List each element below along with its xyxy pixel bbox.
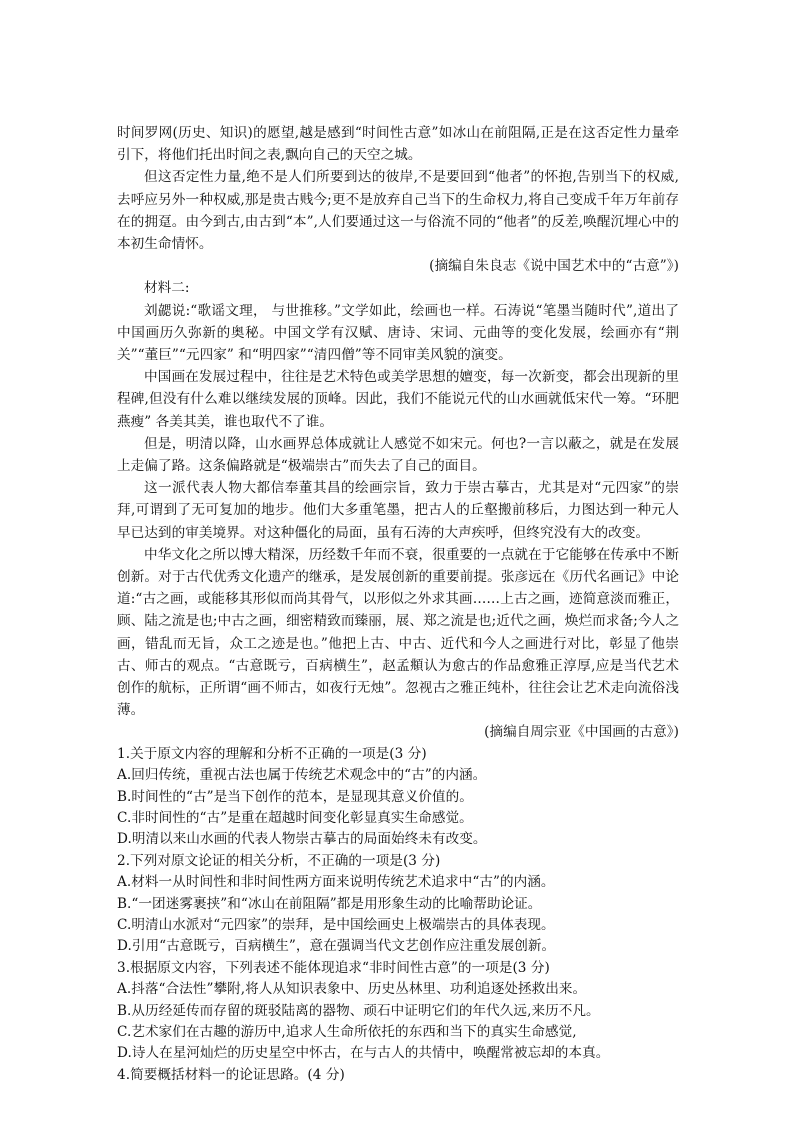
question-1-option-a: A.回归传统，重视古法也属于传统艺术观念中的“古”的内涵。 xyxy=(117,767,487,784)
document-body xyxy=(117,122,679,1086)
question-3-option-a: A.抖落“合法性”攀附,将人从知识表象中、历史丛林里、功利追逐处拯救出来。 xyxy=(117,981,587,998)
question-1-option-c: C.非时间性的“古”是重在超越时间变化彰显真实生命感觉。 xyxy=(117,809,473,826)
paragraph-m1-1: 时间罗网(历史、知识)的愿望,越是感到“时间性古意”如冰山在前阻隔,正是在这否定性力量牵引下，将他们托出时间之表,飘向自己的天空之城。 xyxy=(117,125,679,164)
paragraph-m1-2: 但这否定性力量,绝不是人们所要到达的彼岸,不是要回到“他者”的怀抱,告别当下的权威,去呼应另外一种权威,那是贵古贱今;更不是放弃自己当下的生命权力,将自己变成千年万年前存在的拥趸。由今到古,由古到“本”,人们要通过这一与俗流不同的“他者”的反差,唤醒沉埋心中的本初生命情怀。 xyxy=(117,169,679,253)
questions-section xyxy=(117,744,679,1087)
paragraph-m2-4: 这一派代表人物大都信奉董其昌的绘画宗旨，致力于崇古摹古，尤其是对“元四家”的崇拜,可谓到了无可复加的地步。他们大多重笔墨，把古人的丘壑搬前移后，力图达到一种元人早已达到的审美境界。对这种僵化的局面，虽有石涛的大声疾呼，但终究没有大的改变。 xyxy=(117,480,679,541)
question-3-option-d: D.诗人在星河灿烂的历史星空中怀古，在与古人的共情中，唤醒常被忘却的本真。 xyxy=(117,1045,610,1062)
question-1-option-d: D.明清以来山水画的代表人物崇古摹古的局面始终未有改变。 xyxy=(117,831,487,848)
paragraph-m2-2: 中国画在发展过程中，往往是艺术特色或美学思想的嬗变，每一次新变，都会出现新的里程碑,但没有什么难以继续发展的顶峰。因此，我们不能说元代的山水画就低宋代一筹。“环肥燕瘦” 各美其美，谁也取代不了谁。 xyxy=(117,369,679,430)
question-2-stem: 2.下列对原文论证的相关分析，不正确的一项是(3 分) xyxy=(117,852,441,869)
paragraph-m2-5: 中华文化之所以博大精深，历经数千年而不衰，很重要的一点就在于它能够在传承中不断创新。对于古代优秀文化遗产的继承，是发展创新的重要前提。张彦远在《历代名画记》中论道:“古之画，或能移其形似而尚其骨气，以形似之外求其画……上古之画，迹简意淡而雅正，顾、陆之流是也;中古之画，细密精致而臻丽，展、郑之流是也;近代之画，焕烂而求备;今人之画，错乱而无旨，众工之迹是也。”他把上古、中古、近代和今人之画进行对比，彰显了他崇古、师古的观点。“古意既亏，百病横生”，赵孟頫认为愈古的作品愈雅正淳厚,应是当代艺术创作的航标，正所谓“画不师古，如夜行无烛”。忽视古之雅正纯朴，往往会让艺术走向流俗浅薄。 xyxy=(117,546,679,719)
question-2-option-c: C.明清山水派对“元四家”的崇拜，是中国绘画史上极端崇古的具体表现。 xyxy=(117,916,555,933)
source-citation-1: (摘编自朱良志《说中国艺术中的“古意”》) xyxy=(429,258,679,275)
question-3-stem: 3.根据原文内容，下列表述不能体现追求“非时间性古意”的一项是(3 分) xyxy=(117,959,550,976)
question-1-option-b: B.时间性的“古”是当下创作的范本，是显现其意义价值的。 xyxy=(117,788,473,805)
paragraph-m2-3: 但是，明清以降，山水画界总体成就让人感觉不如宋元。何也?一言以蔽之，就是在发展上走偏了路。这条偏路就是“极端崇古”而失去了自己的面目。 xyxy=(117,435,679,475)
question-3-option-c: C.艺术家们在古趣的游历中,追求人生命所依托的东西和当下的真实生命感觉, xyxy=(117,1023,577,1040)
paragraph-m2-1: 刘勰说:“歌谣文理， 与世推移。”文学如此，绘画也一样。石涛说“笔墨当随时代”,道出了中国画历久弥新的奥秘。中国文学有汉赋、唐诗、宋词、元曲等的变化发展，绘画亦有“荆关”“董巨”“元四家” 和“明四家”“清四僧”等不同审美风貌的演变。 xyxy=(117,302,679,364)
question-2-option-d: D.引用“古意既亏，百病横生”，意在强调当代文艺创作应注重发展创新。 xyxy=(117,938,556,955)
question-4-stem: 4.简要概括材料一的论证思路。(4 分) xyxy=(117,1066,345,1083)
material-2-label: 材料二: xyxy=(144,280,190,297)
source-citation-2: (摘编自周宗亚《中国画的古意》) xyxy=(484,724,679,741)
question-2-option-b: B.“一团迷雾裹挟”和“冰山在前阻隔”都是用形象生动的比喻帮助论证。 xyxy=(117,895,542,912)
question-1-stem: 1.关于原文内容的理解和分析不正确的一项是(3 分) xyxy=(117,745,427,762)
question-3-option-b: B.从历经延传而存留的斑驳陆离的器物、顽石中证明它们的年代久远,来历不凡。 xyxy=(117,1002,600,1019)
question-2-option-a: A.材料一从时间性和非时间性两方面来说明传统艺术追求中“古”的内涵。 xyxy=(117,874,555,891)
